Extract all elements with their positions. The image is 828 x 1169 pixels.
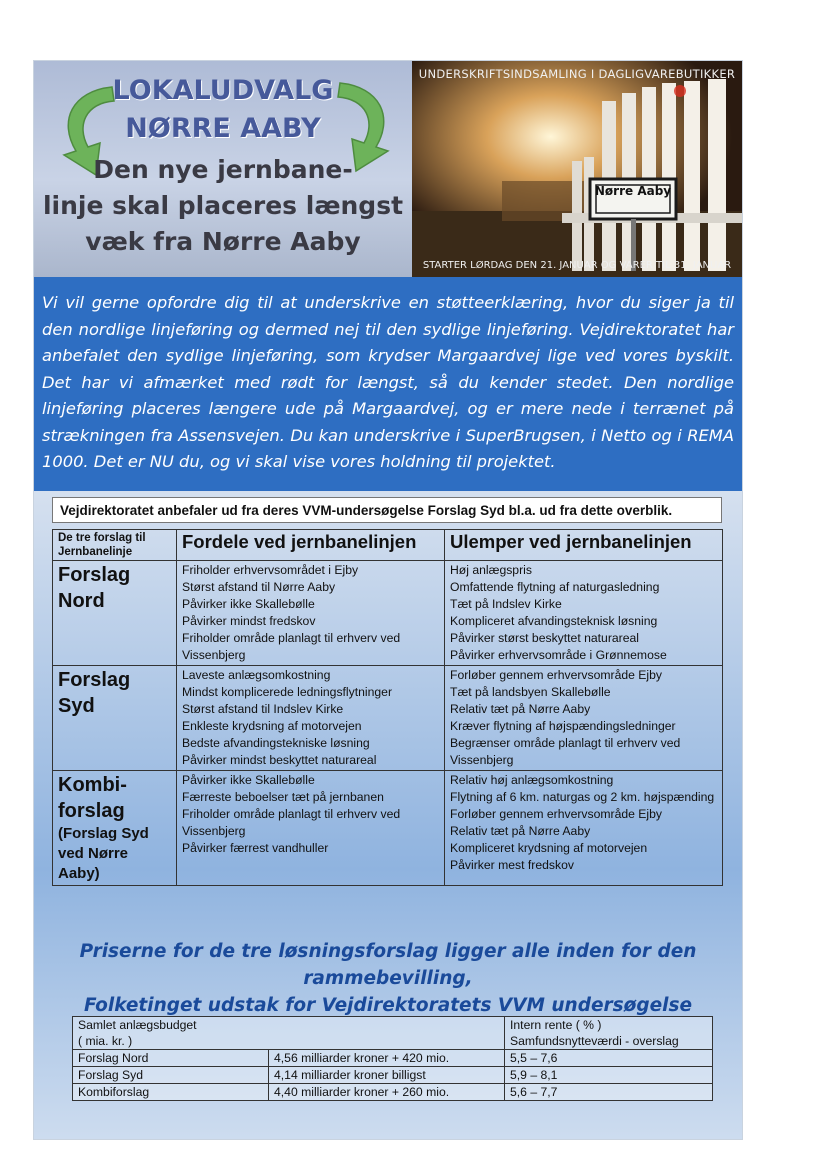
con-item: Forløber gennem erhvervsområde Ejby <box>450 668 663 682</box>
con-item: Tæt på landsbyen Skallebølle <box>450 685 611 699</box>
pros-cell <box>177 771 445 886</box>
pro-item: Enkleste krydsning af motorvejen <box>182 719 362 733</box>
proposal-cell <box>53 771 177 886</box>
sign-text: Nørre Aaby <box>594 184 672 198</box>
budget-rate: 5,9 – 8,1 <box>505 1067 713 1084</box>
intro-text: Vi vil gerne opfordre dig til at underskrive en støtteerklæring, hvor du siger ja til den nordlige linjeføring og dermed nej til den sydlige linjeføring. Vejdirektoratet har anbefalet den sydlige linjeføring, som krydser Margaardvej lige ved vores byskilt. Det har vi afmærket med rødt for længst, så du kender stedet. Den nordlige linjeføring placeres længere ude på Margaardvej, og er mere nede i terrænet på strækningen fra Assensvejen. Du kan underskrive i SuperBrugsen, i Netto og i REMA 1000. Det er NU du, og vi skal vise vores holdning til projektet. <box>42 293 734 471</box>
pro-item: Færreste beboelser tæt på jernbanen <box>182 790 384 804</box>
header-photo <box>412 61 742 277</box>
table-row <box>73 1067 713 1084</box>
comparison-caption: Vejdirektoratet anbefaler ud fra deres VVM-undersøgelse Forslag Syd bl.a. ud fra dette overblik. <box>52 497 722 523</box>
proposal-name: Forslag Syd <box>58 669 131 717</box>
budget-amount: 4,40 milliarder kroner + 260 mio. <box>269 1084 505 1101</box>
budget-name: Forslag Nord <box>73 1050 269 1067</box>
proposal-name: Forslag Nord <box>58 564 131 612</box>
logo-line-2: NØRRE AABY <box>125 113 321 144</box>
con-item: Kompliceret krydsning af motorvejen <box>450 841 648 855</box>
pros-cell <box>177 666 445 771</box>
con-item: Flytning af 6 km. naturgas og 2 km. højspænding <box>450 790 715 804</box>
table-row <box>73 1050 713 1067</box>
pro-item: Påvirker ikke Skallebølle <box>182 773 315 787</box>
table-row <box>53 666 723 771</box>
budget-rate: 5,5 – 7,6 <box>505 1050 713 1067</box>
pro-item: Friholder erhvervsområdet i Ejby <box>182 563 359 577</box>
headline-line-3: væk fra Nørre Aaby <box>85 227 361 256</box>
comparison-table <box>52 529 723 886</box>
header-logo-panel <box>34 61 412 277</box>
cons-cell <box>445 771 723 886</box>
con-item: Kompliceret afvandingsteknisk løsning <box>450 614 658 628</box>
budget-header-cell <box>73 1017 505 1050</box>
cons-cell <box>445 666 723 771</box>
flyer-page <box>33 60 743 1140</box>
pro-item: Påvirker færrest vandhuller <box>182 841 329 855</box>
con-item: Omfattende flytning af naturgasledning <box>450 580 660 594</box>
pro-item: Størst afstand til Nørre Aaby <box>182 580 336 594</box>
photo-banner-bottom: STARTER LØRDAG DEN 21. JANUAR OG VARER TIL 31. JANUAR <box>422 260 732 271</box>
pro-item: Størst afstand til Indslev Kirke <box>182 702 344 716</box>
con-item: Relativ høj anlægsomkostning <box>450 773 614 787</box>
proposal-cell <box>53 666 177 771</box>
pro-item: Påvirker ikke Skallebølle <box>182 597 315 611</box>
proposal-note: (Forslag Syd ved Nørre Aaby) <box>58 825 149 882</box>
con-item: Relativ tæt på Nørre Aaby <box>450 702 591 716</box>
price-heading <box>34 938 742 1019</box>
con-item: Påvirker mest fredskov <box>450 858 574 872</box>
pro-item: Laveste anlægsomkostning <box>182 668 331 682</box>
budget-amount: 4,14 milliarder kroner billigst <box>269 1067 505 1084</box>
town-sign-photo <box>412 61 742 277</box>
budget-amount: 4,56 milliarder kroner + 420 mio. <box>269 1050 505 1067</box>
budget-name: Forslag Syd <box>73 1067 269 1084</box>
logo-line-1: LOKALUDVALG <box>112 75 334 106</box>
con-item: Tæt på Indslev Kirke <box>450 597 562 611</box>
headline-line-1: Den nye jernbane- <box>93 155 353 184</box>
photo-banner-top: UNDERSKRIFTSINDSAMLING I DAGLIGVAREBUTIKKER <box>418 67 736 81</box>
comparison-header-row <box>53 530 723 561</box>
price-heading-line-2: Folketinget udstak for Vejdirektoratets VVM undersøgelse <box>83 995 693 1016</box>
pro-item: Mindst komplicerede ledningsflytninger <box>182 685 393 699</box>
rate-header-line: Intern rente ( % ) <box>510 1018 602 1032</box>
con-item: Relativ tæt på Nørre Aaby <box>450 824 591 838</box>
proposal-name: Kombi-forslag <box>58 774 127 822</box>
intro-box <box>34 277 742 491</box>
pro-item: Påvirker mindst fredskov <box>182 614 316 628</box>
rate-header-cell <box>505 1017 713 1050</box>
con-item: Begrænser område planlagt til erhverv ved Vissenbjerg <box>450 736 681 767</box>
budget-header-line: ( mia. kr. ) <box>78 1034 133 1048</box>
pros-cell <box>177 561 445 666</box>
con-item: Forløber gennem erhvervsområde Ejby <box>450 807 663 821</box>
budget-header-row <box>73 1017 713 1050</box>
budget-table <box>72 1016 713 1101</box>
col-header-cons: Ulemper ved jernbanelinjen <box>445 530 723 561</box>
con-item: Påvirker størst beskyttet naturareal <box>450 631 639 645</box>
col-header-proposals: De tre forslag til Jernbanelinje <box>53 530 177 561</box>
cons-cell <box>445 561 723 666</box>
budget-name: Kombiforslag <box>73 1084 269 1101</box>
budget-rate: 5,6 – 7,7 <box>505 1084 713 1101</box>
proposal-cell <box>53 561 177 666</box>
table-row <box>53 561 723 666</box>
table-row <box>73 1084 713 1101</box>
price-heading-line-1: Priserne for de tre løsningsforslag ligger alle inden for den rammebevilling, <box>79 941 697 989</box>
con-item: Påvirker erhvervsområde i Grønnemose <box>450 648 667 662</box>
pro-item: Friholder område planlagt til erhverv ved Vissenbjerg <box>182 631 401 662</box>
col-header-pros: Fordele ved jernbanelinjen <box>177 530 445 561</box>
pro-item: Friholder område planlagt til erhverv ved Vissenbjerg <box>182 807 401 838</box>
pro-item: Påvirker mindst beskyttet naturareal <box>182 753 377 767</box>
budget-header-line: Samlet anlægsbudget <box>78 1018 197 1032</box>
con-item: Kræver flytning af højspændingsledninger <box>450 719 676 733</box>
pro-item: Bedste afvandingstekniske løsning <box>182 736 370 750</box>
headline-line-2: linje skal placeres længst <box>42 191 404 220</box>
rate-header-line: Samfundsnytteværdi - overslag <box>510 1034 679 1048</box>
con-item: Høj anlægspris <box>450 563 532 577</box>
table-row <box>53 771 723 886</box>
